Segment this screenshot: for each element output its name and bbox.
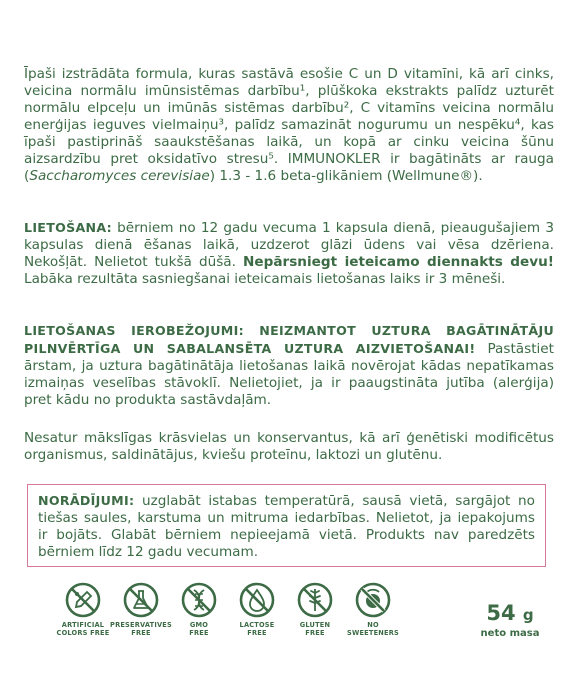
net-weight-label: neto masa <box>480 628 540 639</box>
free-from-badges <box>56 582 428 652</box>
gmo-free-icon <box>181 582 217 618</box>
badge-label-line2: FREE <box>189 629 209 637</box>
net-weight-value <box>462 601 558 627</box>
badge-label-line2: SWEETENERS <box>347 629 399 637</box>
badge-no-sweeteners <box>337 582 409 637</box>
usage-label: LIETOŠANA: <box>24 220 112 235</box>
badge-label-line2: COLORS FREE <box>56 629 110 637</box>
description-text-end: ) 1.3 - 1.6 beta-glikāniem (Wellmune®). <box>209 168 483 184</box>
badge-label-line2: FREE <box>131 629 151 637</box>
product-description <box>24 66 554 185</box>
no-sweeteners-icon <box>355 582 391 618</box>
badge-label-line1: PRESERVATIVES <box>110 621 172 629</box>
artificial-colors-free-icon <box>65 582 101 618</box>
net-weight <box>462 601 558 640</box>
description-text: Īpaši izstrādāta formula, kuras sastāvā esošie C un D vitamīni, kā arī cinks, veicina normālu imūnsistēmas darbību¹, plūškoka ekstrakts palīdz uzturēt normālu elpceļu un imūnās sistēmas darbību², C vitamīns veicina normālu enerģijas ieguves vielmaiņu³, palīdz samazināt nogurumu un nespēku⁴, kas īpaši pastiprināš saaukstēšanas laikā, un kopā ar cinku veicina šūnu aizsardzību pret oksidatīvo stresu⁵. IMMUNOKLER ir bagātināts ar rauga ( <box>24 66 554 184</box>
weight-unit: g <box>522 606 534 624</box>
notes-text: uzglabāt istabas temperatūrā, sausā vietā, sargājot no tiešas saules, karstuma un mitruma iedarbības. Nelietot, ja iepakojums ir bojāts. Glabāt bērniem nepieejamā vietā. Produkts nav paredzēts bērniem līdz 12 gadu vecumam. <box>38 493 535 560</box>
badge-label-line2: FREE <box>247 629 267 637</box>
preservatives-free-icon <box>123 582 159 618</box>
usage-text: bērniem no 12 gadu vecuma 1 kapsula dienā, pieaugušajiem 3 kapsulas dienā ēšanas laikā, uzdzerot glāzi ūdens vai vēsa dzēriena. Nekošļāt. Nelietot tukšā dūšā. <box>24 220 554 270</box>
restrictions-text: Pastāstiet ārstam, ja uztura bagātinātāja lietošanas laikā novērojat kādas nepatīkamas izmaiņas veselības stāvoklī. Nelietojiet, ja ir paaugstināta jutība (alerģija) pret kādu no produkta sastāvdaļām. <box>24 341 554 408</box>
badge-label-line1: GMO <box>189 621 209 629</box>
badge-label-line1: GLUTEN <box>299 621 331 629</box>
badge-label-line1: NO <box>367 621 379 629</box>
free-from-statement: Nesatur mākslīgas krāsvielas un konservantus, kā arī ģenētiski modificētus organismus, saldinātājus, kviešu proteīnu, laktozi un glutēnu. <box>24 430 554 463</box>
lactose-free-icon <box>239 582 275 618</box>
gluten-free-icon <box>297 582 333 618</box>
notes-label: NORĀDĪJUMI: <box>38 493 135 508</box>
restrictions-label: LIETOŠANAS IEROBEŽOJUMI: NEIZMANTOT UZTURA BAGĀTINĀTĀJU PILNVĒRTĪGA UN SABALANSĒTA UZTURA AIZVIETOŠANAI! <box>24 323 554 356</box>
badge-label-line1: LACTOSE <box>239 621 275 629</box>
restrictions-section <box>24 322 554 409</box>
badge-label-line2: FREE <box>305 629 325 637</box>
storage-notes <box>38 492 535 561</box>
yeast-species-name: Saccharomyces cerevisiae <box>29 168 210 184</box>
dose-warning: Nepārsniegt ieteicamo diennakts devu! <box>243 254 554 270</box>
usage-text-end: Labāka rezultāta sasniegšanai ieteicamais lietošanas laiks ir 3 mēneši. <box>24 271 506 287</box>
storage-notes-box <box>27 484 546 567</box>
weight-number: 54 <box>486 601 516 625</box>
badge-label-line1: ARTIFICIAL <box>61 621 105 629</box>
usage-section <box>24 219 554 288</box>
